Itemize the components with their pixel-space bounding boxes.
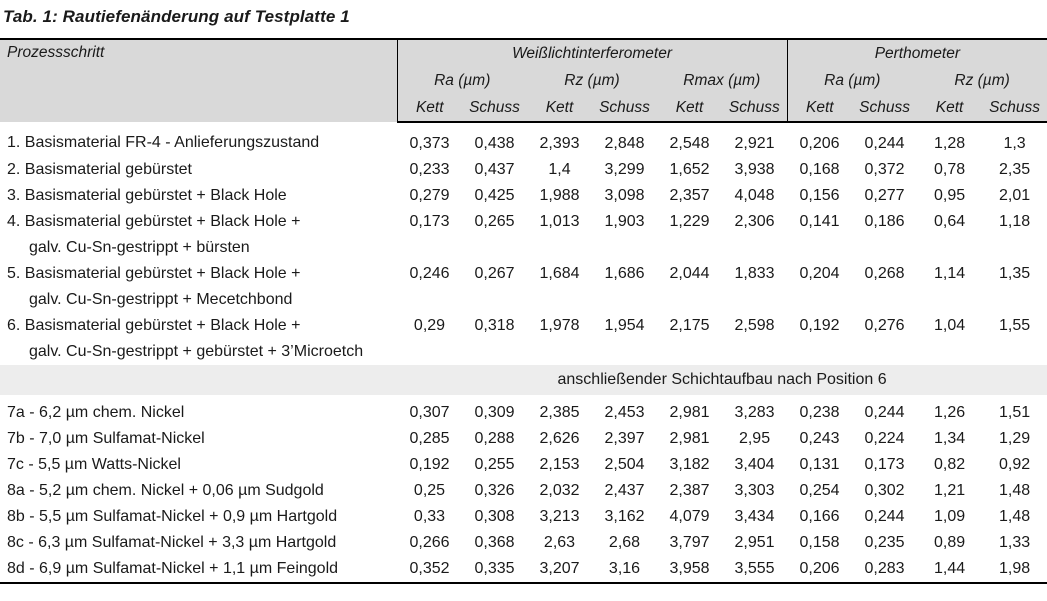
value-cell: 0,255 <box>474 456 515 473</box>
value-cell: 2,393 <box>539 135 580 152</box>
value-cell: 2,548 <box>669 135 710 152</box>
value-cell: 2,153 <box>539 456 580 473</box>
value-cell: 3,162 <box>604 508 645 525</box>
value-cell: 0,89 <box>933 534 966 551</box>
roughness-data-table <box>0 38 1047 584</box>
process-step-line1: 8c - 6,3 µm Sulfamat-Nickel + 3,3 µm Hartgold <box>7 534 337 551</box>
value-cell: 0,302 <box>864 482 905 499</box>
value-cell: 1,4 <box>548 161 571 178</box>
table-row <box>0 452 1047 478</box>
value-cell: 1,903 <box>604 213 645 230</box>
table-row <box>0 504 1047 530</box>
value-cell: 1,21 <box>933 482 966 499</box>
value-cell: 0,318 <box>474 317 515 334</box>
value-cell: 0,437 <box>474 161 515 178</box>
value-cell: 2,453 <box>604 404 645 421</box>
column-header-perth-ra: Ra (µm) <box>787 67 917 94</box>
value-cell: 2,01 <box>999 187 1031 204</box>
value-cell: 0,33 <box>413 508 446 525</box>
table-row <box>0 183 1047 209</box>
value-cell: 0,243 <box>799 430 840 447</box>
value-cell: 0,206 <box>799 560 840 577</box>
value-cell: 1,28 <box>933 135 966 152</box>
process-step-line1: 7b - 7,0 µm Sulfamat-Nickel <box>7 430 205 447</box>
process-step-line1: 7a - 6,2 µm chem. Nickel <box>7 404 185 421</box>
process-step-label <box>0 183 397 209</box>
column-header-perth-rz: Rz (µm) <box>917 67 1047 94</box>
value-cell: 2,387 <box>669 482 710 499</box>
process-step-label <box>0 313 397 365</box>
value-cell: 0,254 <box>799 482 840 499</box>
value-cell: 2,63 <box>543 534 576 551</box>
value-cell: 1,51 <box>999 404 1031 421</box>
table-header <box>0 39 1047 122</box>
column-group-perthometer: Perthometer <box>787 39 1047 67</box>
value-cell: 0,82 <box>933 456 966 473</box>
value-cell: 0,308 <box>474 508 515 525</box>
value-cell: 0,277 <box>864 187 905 204</box>
value-cell: 4,079 <box>669 508 710 525</box>
value-cell: 1,09 <box>933 508 966 525</box>
process-step-line1: 8d - 6,9 µm Sulfamat-Nickel + 1,1 µm Feingold <box>7 560 339 577</box>
column-header-schuss: Schuss <box>592 94 657 122</box>
value-cell: 1,48 <box>999 508 1031 525</box>
value-cell: 0,283 <box>864 560 905 577</box>
column-header-schuss: Schuss <box>982 94 1047 122</box>
value-cell: 4,048 <box>734 187 775 204</box>
value-cell: 2,044 <box>669 265 710 282</box>
value-cell: 0,288 <box>474 430 515 447</box>
process-step-label <box>0 556 397 583</box>
value-cell: 2,397 <box>604 430 645 447</box>
value-cell: 0,192 <box>409 456 450 473</box>
process-step-line1: 8a - 5,2 µm chem. Nickel + 0,06 µm Sudgold <box>7 482 324 499</box>
value-cell: 2,95 <box>738 430 771 447</box>
process-step-label <box>0 395 397 426</box>
column-header-schuss: Schuss <box>462 94 527 122</box>
column-header-wli-rz: Rz (µm) <box>527 67 657 94</box>
value-cell: 1,14 <box>933 265 966 282</box>
value-cell: 0,206 <box>799 135 840 152</box>
table-row <box>0 313 1047 365</box>
value-cell: 1,652 <box>669 161 710 178</box>
value-cell: 0,173 <box>864 456 905 473</box>
process-step-line2: galv. Cu-Sn-gestrippt + bürsten <box>29 239 250 256</box>
value-cell: 1,833 <box>734 265 775 282</box>
value-cell: 2,981 <box>669 430 710 447</box>
column-header-schuss: Schuss <box>722 94 787 122</box>
value-cell: 1,44 <box>933 560 966 577</box>
value-cell: 1,013 <box>539 213 580 230</box>
value-cell: 2,598 <box>734 317 775 334</box>
value-cell: 1,229 <box>669 213 710 230</box>
value-cell: 0,156 <box>799 187 840 204</box>
value-cell: 0,246 <box>409 265 450 282</box>
value-cell: 0,352 <box>409 560 450 577</box>
process-step-label <box>0 426 397 452</box>
value-cell: 0,372 <box>864 161 905 178</box>
process-step-label <box>0 530 397 556</box>
table-row <box>0 530 1047 556</box>
column-group-weisslichtinterferometer: Weißlichtinterferometer <box>397 39 787 67</box>
process-step-label <box>0 452 397 478</box>
value-cell: 0,186 <box>864 213 905 230</box>
value-cell: 0,235 <box>864 534 905 551</box>
column-header-kett: Kett <box>787 94 852 122</box>
column-header-prozessschritt: Prozessschritt <box>0 39 397 122</box>
value-cell: 0,192 <box>799 317 840 334</box>
value-cell: 1,35 <box>999 265 1031 282</box>
value-cell: 1,29 <box>999 430 1031 447</box>
process-step-label <box>0 261 397 313</box>
value-cell: 0,166 <box>799 508 840 525</box>
value-cell: 0,25 <box>413 482 446 499</box>
value-cell: 1,55 <box>999 317 1031 334</box>
value-cell: 1,988 <box>539 187 580 204</box>
value-cell: 0,268 <box>864 265 905 282</box>
value-cell: 0,233 <box>409 161 450 178</box>
value-cell: 0,95 <box>933 187 966 204</box>
table-row <box>0 261 1047 313</box>
value-cell: 3,16 <box>608 560 641 577</box>
value-cell: 3,098 <box>604 187 645 204</box>
value-cell: 3,938 <box>734 161 775 178</box>
value-cell: 0,373 <box>409 135 450 152</box>
table-row <box>0 122 1047 157</box>
value-cell: 3,299 <box>604 161 645 178</box>
value-cell: 3,434 <box>734 508 775 525</box>
process-step-line2: galv. Cu-Sn-gestrippt + gebürstet + 3’Microetch <box>29 343 364 360</box>
process-step-line1: 3. Basismaterial gebürstet + Black Hole <box>7 187 287 204</box>
value-cell: 1,978 <box>539 317 580 334</box>
value-cell: 3,283 <box>734 404 775 421</box>
process-step-label <box>0 478 397 504</box>
value-cell: 0,244 <box>864 508 905 525</box>
value-cell: 2,35 <box>999 161 1031 178</box>
value-cell: 3,207 <box>539 560 580 577</box>
value-cell: 1,48 <box>999 482 1031 499</box>
process-step-label <box>0 157 397 183</box>
value-cell: 3,303 <box>734 482 775 499</box>
value-cell: 0,168 <box>799 161 840 178</box>
value-cell: 3,797 <box>669 534 710 551</box>
value-cell: 1,3 <box>1003 135 1026 152</box>
value-cell: 0,265 <box>474 213 515 230</box>
value-cell: 2,981 <box>669 404 710 421</box>
process-step-label <box>0 504 397 530</box>
value-cell: 3,958 <box>669 560 710 577</box>
value-cell: 2,626 <box>539 430 580 447</box>
value-cell: 0,279 <box>409 187 450 204</box>
column-header-wli-ra: Ra (µm) <box>397 67 527 94</box>
value-cell: 3,213 <box>539 508 580 525</box>
value-cell: 2,921 <box>734 135 775 152</box>
value-cell: 0,276 <box>864 317 905 334</box>
value-cell: 0,204 <box>799 265 840 282</box>
table-row <box>0 556 1047 583</box>
value-cell: 2,951 <box>734 534 775 551</box>
value-cell: 1,34 <box>933 430 966 447</box>
value-cell: 0,141 <box>799 213 840 230</box>
value-cell: 3,555 <box>734 560 775 577</box>
value-cell: 0,425 <box>474 187 515 204</box>
table-row <box>0 478 1047 504</box>
value-cell: 2,175 <box>669 317 710 334</box>
table-row <box>0 209 1047 261</box>
value-cell: 1,686 <box>604 265 645 282</box>
value-cell: 3,404 <box>734 456 775 473</box>
value-cell: 0,438 <box>474 135 515 152</box>
process-step-line1: 4. Basismaterial gebürstet + Black Hole + <box>7 213 301 230</box>
value-cell: 0,266 <box>409 534 450 551</box>
value-cell: 0,78 <box>933 161 966 178</box>
process-step-line1: 5. Basismaterial gebürstet + Black Hole + <box>7 265 301 282</box>
value-cell: 1,954 <box>604 317 645 334</box>
process-step-label <box>0 209 397 261</box>
value-cell: 2,68 <box>608 534 641 551</box>
process-step-label <box>0 122 397 157</box>
value-cell: 0,244 <box>864 404 905 421</box>
column-header-kett: Kett <box>917 94 982 122</box>
separator-spacer-cell <box>0 365 397 395</box>
column-header-kett: Kett <box>527 94 592 122</box>
value-cell: 2,437 <box>604 482 645 499</box>
value-cell: 0,238 <box>799 404 840 421</box>
value-cell: 2,848 <box>604 135 645 152</box>
column-header-kett: Kett <box>657 94 722 122</box>
value-cell: 0,368 <box>474 534 515 551</box>
value-cell: 0,309 <box>474 404 515 421</box>
section-separator-row <box>0 365 1047 395</box>
table-row <box>0 157 1047 183</box>
value-cell: 2,504 <box>604 456 645 473</box>
value-cell: 0,326 <box>474 482 515 499</box>
value-cell: 1,684 <box>539 265 580 282</box>
value-cell: 2,032 <box>539 482 580 499</box>
value-cell: 1,98 <box>999 560 1031 577</box>
table-row <box>0 395 1047 426</box>
value-cell: 0,285 <box>409 430 450 447</box>
value-cell: 1,04 <box>933 317 966 334</box>
table-body <box>0 122 1047 583</box>
process-step-line1: 2. Basismaterial gebürstet <box>7 161 192 178</box>
column-header-wli-rmax: Rmax (µm) <box>657 67 787 94</box>
table-caption: Tab. 1: Rautiefenänderung auf Testplatte 1 <box>3 7 350 26</box>
process-step-line1: 7c - 5,5 µm Watts-Nickel <box>7 456 181 473</box>
value-cell: 0,173 <box>409 213 450 230</box>
value-cell: 0,64 <box>933 213 966 230</box>
value-cell: 0,131 <box>799 456 840 473</box>
value-cell: 1,26 <box>933 404 966 421</box>
value-cell: 0,244 <box>864 135 905 152</box>
value-cell: 0,224 <box>864 430 905 447</box>
value-cell: 0,335 <box>474 560 515 577</box>
value-cell: 0,307 <box>409 404 450 421</box>
separator-label: anschließender Schichtaufbau nach Position 6 <box>397 365 1047 395</box>
value-cell: 1,33 <box>999 534 1031 551</box>
process-step-line1: 1. Basismaterial FR-4 - Anlieferungszustand <box>7 134 320 151</box>
process-step-line2: galv. Cu-Sn-gestrippt + Mecetchbond <box>29 291 293 308</box>
value-cell: 0,29 <box>413 317 446 334</box>
value-cell: 0,92 <box>999 456 1031 473</box>
column-header-kett: Kett <box>397 94 462 122</box>
value-cell: 2,357 <box>669 187 710 204</box>
value-cell: 0,158 <box>799 534 840 551</box>
value-cell: 1,18 <box>999 213 1031 230</box>
process-step-line1: 6. Basismaterial gebürstet + Black Hole + <box>7 317 301 334</box>
value-cell: 2,306 <box>734 213 775 230</box>
value-cell: 2,385 <box>539 404 580 421</box>
process-step-line1: 8b - 5,5 µm Sulfamat-Nickel + 0,9 µm Hartgold <box>7 508 338 525</box>
value-cell: 3,182 <box>669 456 710 473</box>
column-header-schuss: Schuss <box>852 94 917 122</box>
value-cell: 0,267 <box>474 265 515 282</box>
table-row <box>0 426 1047 452</box>
